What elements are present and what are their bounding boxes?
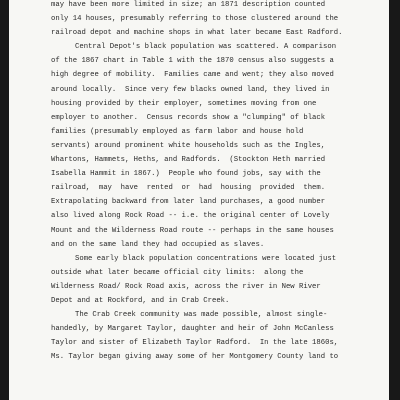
text-line: Ms. Taylor began giving away some of her Montgomery County land to — [51, 353, 339, 362]
text-line: also lived along Rock Road -- i.e. the original center of Lovely — [51, 212, 330, 221]
text-line: railroad depot and machine shops in what later became East Radford. — [51, 29, 343, 38]
text-line: Depot and at Rockford, and in Crab Creek. — [51, 296, 230, 305]
text-line: Wilderness Road/ Rock Road axis, across the river in New River — [51, 282, 321, 291]
text-line: around locally. Since very few blacks owned land, they lived in — [51, 85, 330, 94]
text-line: of the 1867 chart in Table 1 with the 1870 census also suggests a — [51, 57, 334, 66]
text-line: high degree of mobility. Families came and went; they also moved — [51, 71, 334, 80]
paragraph-start-line: Some early black population concentrations were located just — [75, 254, 337, 263]
text-line: may have been more limited in size; an 1871 description counted — [51, 1, 326, 9]
text-line: and on the same land they had occupied as slaves. — [51, 240, 265, 249]
text-line: Isabella Hammit in 1867.) People who found jobs, say with the — [51, 170, 321, 179]
text-line: housing provided by their employer, sometimes moving from one — [51, 99, 317, 108]
text-line: Taylor and sister of Elizabeth Taylor Radford. In the late 1860s, — [51, 339, 339, 348]
text-line: outside what later became official city limits: along the — [51, 268, 304, 277]
paragraph-start-line: Central Depot's black population was scattered. A comparison — [75, 43, 337, 52]
text-line: Extrapolating backward from later land purchases, a good number — [51, 198, 326, 207]
text-line: Mount and the Wilderness Road route -- perhaps in the same houses — [51, 226, 334, 235]
text-line: only 14 houses, presumably referring to those clustered around the — [51, 15, 339, 24]
document-body — [51, 0, 371, 364]
document-page — [9, 0, 389, 400]
text-line: servants) around prominent white households such as the Ingles, — [51, 141, 326, 150]
paragraph-start-line: The Crab Creek community was made possible, almost single- — [75, 311, 328, 320]
text-line: handedly, by Margaret Taylor, daughter and heir of John McCanless — [51, 325, 334, 334]
text-line: families (presumably employed as farm labor and house hold — [51, 127, 304, 136]
text-line: employer to another. Census records show a "clumping" of black — [51, 113, 326, 122]
text-line: railroad, may have rented or had housing provided them. — [51, 184, 326, 193]
text-line: Whartons, Hammets, Heths, and Radfords. (Stockton Heth married — [51, 156, 326, 165]
